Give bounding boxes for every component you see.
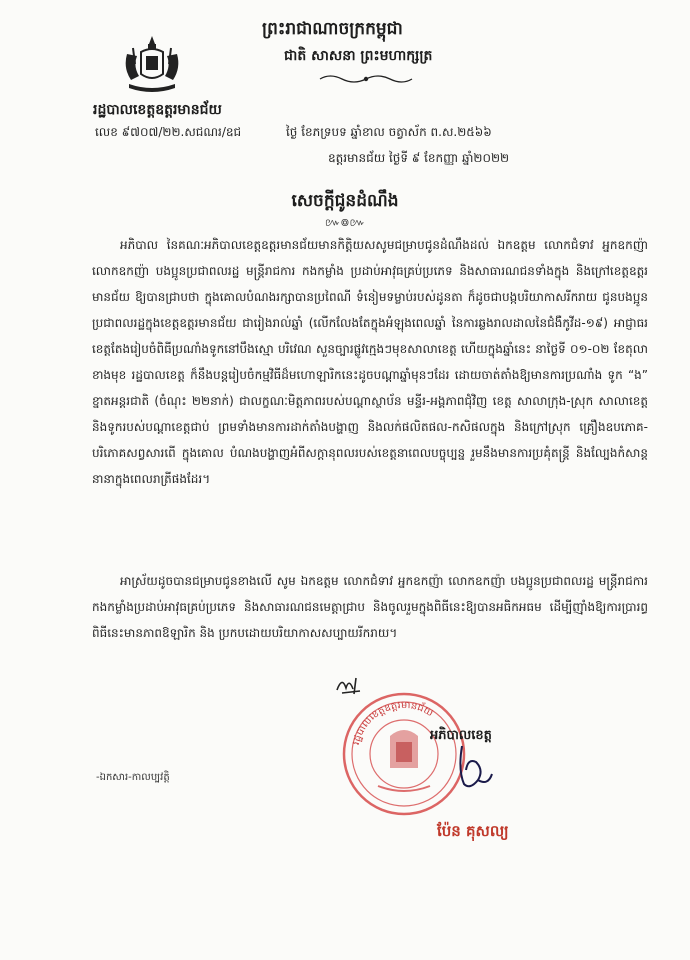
body-paragraph-2: អាស្រ័យដូចបានជម្រាបជូនខាងលើ សូម ឯកឧត្តម លោកជំទាវ អ្នកឧកញ៉ា លោកឧកញ៉ា បងប្អូនប្រជាពលរដ្ឋ មន្ត្រីរាជការ កងកម្លាំងប្រដាប់អាវុធគ្រប់ប្រភេទ និងសាធារណជនមេត្តាជ្រាប និងចូលរួមក្នុងពិធីនេះឱ្យបានអធិកអធម ដើម្បីញ៉ាំងឱ្យការប្រារព្ធពិធីនេះមានភាពឱឡារិក និង ប្រកបដោយបរិយាកាសសប្បាយរីករាយ។	[92, 574, 648, 640]
title-ornament: ៚៙៚	[324, 216, 366, 229]
body-paragraph-1: អភិបាល នៃគណៈអភិបាលខេត្តឧត្តរមានជ័យមានកិត្តិយសសូមជម្រាបជូនដំណឹងដល់ ឯកឧត្តម លោកជំទាវ អ្នកឧកញ៉ា លោកឧកញ៉ា បងប្អូនប្រជាពលរដ្ឋ មន្ត្រីរាជការ កងកម្លាំង ប្រដាប់អាវុធគ្រប់ប្រភេទ និងសាធារណជនទាំងក្នុង និងក្រៅខេត្តឧត្តរមានជ័យ ឱ្យបានជ្រាបថា ក្នុងគោលបំណងរក្សាបានប្រពៃណី ទំនៀមទម្លាប់របស់ដូនតា ក៏ដូចជាបង្កបរិយាកាសរីករាយ ជូនបងប្អូនប្រជាពលរដ្ឋក្នុងខេត្តឧត្តរមានជ័យ ជារៀងរាល់ឆ្នាំ (លើកលែងតែក្នុងអំឡុងពេលឆ្នាំ នៃការឆ្លងរាលដាលនៃជំងឺកូវីដ-១៩) អាជ្ញាធរខេត្តតែងរៀបចំពិធីប្រណាំងទូកនៅបឹងស្មោ បរិវេណ សួនច្បារផ្លូវក្មេងៗមុខសាលាខេត្ត ហើយក្នុងឆ្នាំនេះ នាថ្ងៃទី ០១-០២ ខែតុលាខាងមុខ រដ្ឋបាលខេត្ត ក៏នឹងបន្តរៀបចំកម្មវិធីដ៏មហោឡារិកនេះដូចបណ្តាឆ្នាំមុនៗដែរ ដោយចាត់តាំងឱ្យមានការប្រណាំង ទូក “ង” ខ្នាតអន្តរជាតិ (ចំណុះ ២២នាក់) ជាលក្ខណៈមិត្តភាពរបស់បណ្តាស្ថាប័ន មន្ទីរ-អង្គភាពជុំវិញ ខេត្ត សាលាក្រុង-ស្រុក សាលាខេត្ត និងទូករបស់បណ្តាខេត្តជាប់ ព្រមទាំងមានការដាក់តាំងបង្ហាញ និងលក់ផលិតផល-កសិផលក្នុង និងក្រៅស្រុក គ្រឿងឧបភោគ-បរិភោគសព្វសារពើ ក្នុងគោល បំណងបង្ហាញអំពីសក្តានុពលរបស់ខេត្តនាពេលបច្ចុប្បន្ន រួមនឹងមានការប្រគុំតន្ត្រី និងល្បែងកំសាន្ត នានាក្នុងពេលរាត្រីផងដែរ។	[92, 238, 648, 486]
royal-coat-of-arms-icon	[119, 34, 185, 96]
signer-title: អភិបាលខេត្ត	[430, 728, 492, 743]
kingdom-heading: ព្រះរាជាណាចក្រកម្ពុជា	[262, 19, 403, 39]
solar-date: ឧត្តរមានជ័យ ថ្ងៃទី ៩ ខែកញ្ញា ឆ្នាំ២០២២	[328, 151, 510, 165]
handwritten-signature-icon	[448, 740, 496, 792]
copy-distribution-note: -ឯកសារ-កាលប្បវត្តិ	[96, 772, 170, 783]
ornament-divider-icon	[318, 72, 414, 86]
document-title: សេចក្តីជូនដំណឹង	[291, 191, 399, 211]
reference-number: លេខ ៩៧០៧/២២.សជណរ/ឧជ	[95, 125, 242, 139]
lunar-date: ថ្ងៃ ខែភទ្របទ ឆ្នាំខាល ចត្វាស័ក ព.ស.២៥៦៦	[286, 125, 492, 139]
signer-name: ប៉ែន គុសល្យ	[437, 822, 509, 840]
national-motto: ជាតិ សាសនា ព្រះមហាក្សត្រ	[284, 48, 433, 64]
issuing-authority: រដ្ឋបាលខេត្តឧត្តរមានជ័យ	[93, 102, 222, 118]
seal-text: រដ្ឋបាលខេត្តឧត្តរមានជ័យ	[350, 699, 435, 747]
